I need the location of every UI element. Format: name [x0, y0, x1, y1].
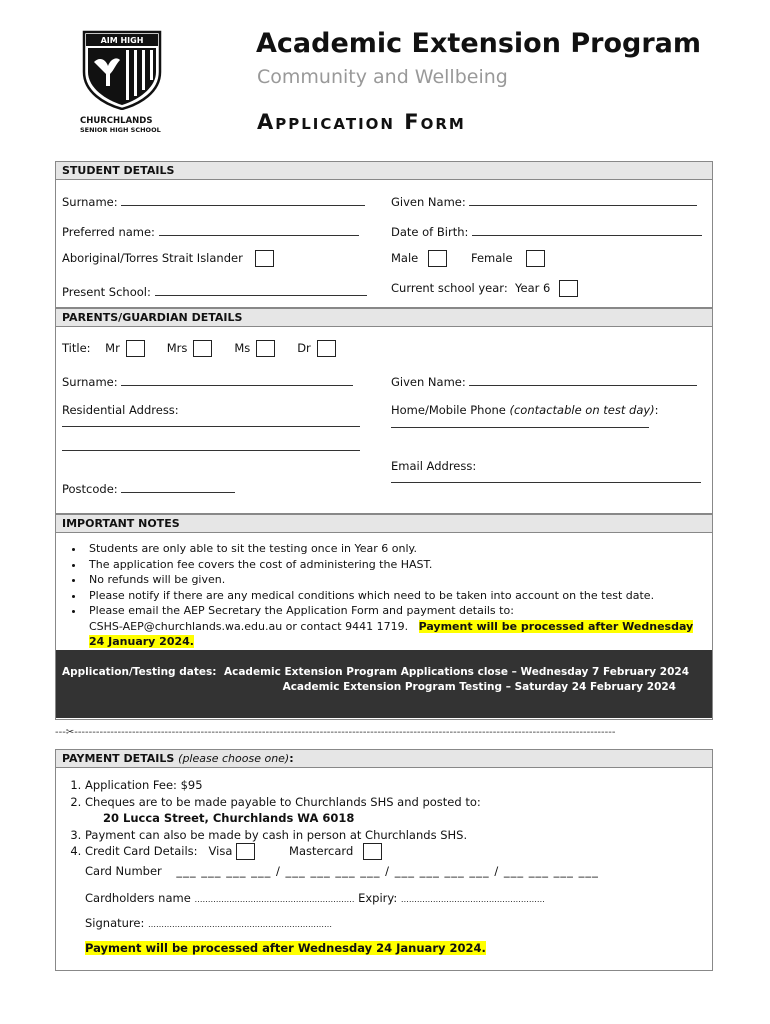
payment-item: 1. Application Fee: $95	[85, 777, 481, 794]
cardholder-field[interactable]: Cardholders name …………………………………………………… Expiry: ………………………………………………	[85, 891, 545, 905]
phone-input-line[interactable]	[391, 427, 649, 428]
student-surname-field[interactable]: Surname:	[62, 194, 365, 209]
shield-crest-icon	[80, 30, 164, 110]
payment-item: 3. Payment can also be made by cash in person at Churchlands SHS.	[85, 827, 481, 844]
residential-address-label: Residential Address:	[62, 403, 179, 417]
mrs-checkbox[interactable]	[193, 340, 212, 357]
student-preferred-name-field[interactable]: Preferred name:	[62, 224, 359, 239]
student-details-heading: STUDENT DETAILS	[56, 162, 712, 180]
payment-note: Payment will be processed after Wednesday 24 January 2024.	[85, 941, 486, 955]
email-label: Email Address:	[391, 459, 477, 473]
logo-school-name: CHURCHLANDS	[80, 116, 153, 126]
dates-band	[56, 650, 712, 718]
present-school-field[interactable]: Present School:	[62, 284, 367, 299]
aep-email-contact: CSHS-AEP@churchlands.wa.edu.au or contact 9441 1719.	[89, 619, 409, 633]
scissors-icon: ✂	[65, 727, 75, 738]
current-year-field: Current school year: Year 6	[391, 280, 578, 297]
parents-details-heading: PARENTS/GUARDIAN DETAILS	[56, 308, 712, 327]
important-notes-heading: IMPORTANT NOTES	[56, 514, 712, 533]
cut-line: ---✂------------------------------------------------------------------------------------------------------------------------------------------------------	[55, 727, 616, 738]
notes-item: • The application fee covers the cost of administering the HAST.	[85, 557, 712, 573]
important-notes-section	[55, 514, 713, 720]
ms-checkbox[interactable]	[256, 340, 275, 357]
school-logo	[80, 30, 164, 134]
notes-item: • No refunds will be given.	[85, 572, 712, 588]
year6-checkbox[interactable]	[559, 280, 578, 297]
notes-item: • Please notify if there are any medical conditions which need to be taken into account on the test date.	[85, 588, 712, 604]
mr-checkbox[interactable]	[126, 340, 145, 357]
card-number-field[interactable]: Card Number ___ ___ ___ ___ / ___ ___ ___ ___ / ___ ___ ___ ___ / ___ ___ ___ ___	[85, 864, 599, 878]
title-options: Title: Mr Mrs Ms Dr	[62, 340, 336, 357]
notes-list	[56, 541, 712, 650]
form-title: Application Form	[257, 110, 466, 134]
aboriginal-option: Aboriginal/Torres Strait Islander	[62, 250, 274, 267]
female-checkbox[interactable]	[526, 250, 545, 267]
logo-school-sub: SENIOR HIGH SCHOOL	[80, 126, 161, 134]
student-given-name-field[interactable]: Given Name:	[391, 194, 697, 209]
dates-label: Application/Testing dates:	[62, 666, 217, 678]
email-input-line[interactable]	[391, 482, 701, 483]
page-subtitle: Community and Wellbeing	[257, 66, 508, 88]
payment-item: 4. Credit Card Details: Visa Mastercard	[85, 843, 481, 860]
logo-motto: AIM HIGH	[100, 36, 144, 45]
payment-details-heading: PAYMENT DETAILS (please choose one):	[56, 750, 712, 768]
student-dob-field[interactable]: Date of Birth:	[391, 224, 702, 239]
payment-highlight-date: 24 January 2024.	[89, 635, 194, 648]
notes-item: • Please email the AEP Secretary the Application Form and payment details to: CSHS-AEP@churchlands.wa.edu.au or contact 9441 1719. Payment will be processed after Wednesday 24 January 2024.	[85, 603, 712, 650]
dr-checkbox[interactable]	[317, 340, 336, 357]
phone-label: Home/Mobile Phone (contactable on test day):	[391, 403, 659, 417]
parent-given-name-field[interactable]: Given Name:	[391, 374, 697, 389]
parent-surname-field[interactable]: Surname:	[62, 374, 353, 389]
address-line-2[interactable]	[62, 450, 360, 451]
male-checkbox[interactable]	[428, 250, 447, 267]
postcode-field[interactable]: Postcode:	[62, 481, 235, 496]
address-line-1[interactable]	[62, 426, 360, 427]
notes-item: • Students are only able to sit the testing once in Year 6 only.	[85, 541, 712, 557]
female-option: Female	[471, 250, 545, 267]
page-title: Academic Extension Program	[256, 28, 701, 59]
postal-address: 20 Lucca Street, Churchlands WA 6018	[103, 811, 355, 825]
signature-field[interactable]: Signature: ……………………………………………………………	[85, 916, 333, 930]
mastercard-checkbox[interactable]	[363, 843, 382, 860]
testing-date: Academic Extension Program Testing – Saturday 24 February 2024	[282, 681, 676, 693]
payment-item: 2. Cheques are to be made payable to Churchlands SHS and posted to: 20 Lucca Street, Churchlands WA 6018	[85, 794, 481, 827]
visa-checkbox[interactable]	[236, 843, 255, 860]
payment-highlight: Payment will be processed after Wednesday	[418, 619, 694, 633]
payment-list	[56, 777, 481, 860]
male-option: Male	[391, 250, 447, 267]
aboriginal-checkbox[interactable]	[255, 250, 274, 267]
applications-close-date: Academic Extension Program Applications close – Wednesday 7 February 2024	[224, 666, 690, 678]
